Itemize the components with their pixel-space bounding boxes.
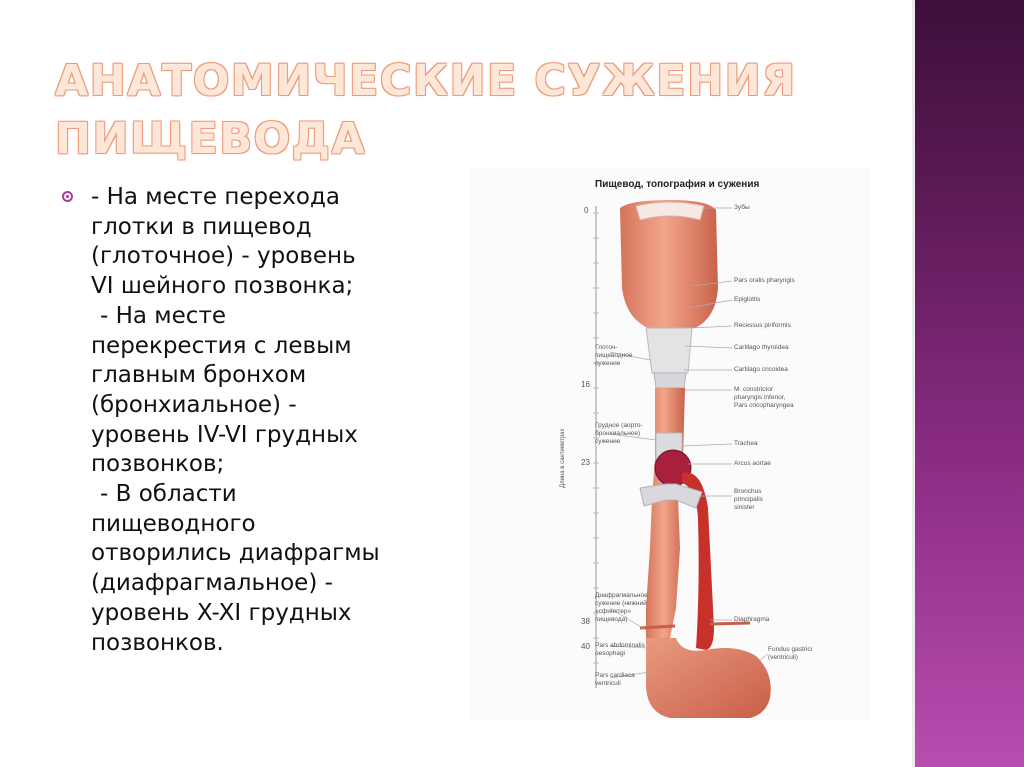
label-pars-cardiaca: Pars cardiaca: [595, 672, 635, 679]
bullet-line: позвонков;: [91, 451, 225, 478]
bullet-line: - В области: [100, 481, 237, 508]
label-trachea: Trachea: [734, 440, 758, 447]
label-thoracic-narrowing-3: сужение: [595, 438, 621, 445]
scale-number: 38: [581, 617, 590, 626]
bullet-line: главным бронхом: [91, 362, 307, 389]
label-epiglottis: Epiglottis: [734, 296, 761, 303]
label-pharyngeal-narrowing-2: пищеводное: [595, 352, 633, 359]
label-pharyngeal-narrowing-3: сужение: [595, 360, 621, 367]
stomach-shape: [646, 638, 771, 718]
scale-number: 23: [581, 458, 590, 467]
label-fundus-2: (ventriculi): [768, 654, 798, 661]
thyroid-cartilage-shape: [646, 328, 692, 373]
esophagus-figure: [470, 168, 870, 720]
bullet-line: (бронхиальное) -: [91, 391, 297, 418]
figure-title: Пищевод, топография и сужения: [595, 179, 760, 190]
bullet-line: - На месте перехода: [91, 184, 340, 210]
label-cricoid: Cartilago cricoidea: [734, 366, 788, 373]
bullet-line: - На месте: [100, 302, 227, 329]
scale-number: 40: [581, 642, 590, 651]
label-pars-cardiaca-2: ventriculi: [595, 680, 621, 687]
title-line-2: ПИЩЕВОДА: [55, 114, 367, 164]
bullet-text: [91, 183, 451, 658]
side-decor-band: [915, 0, 1024, 767]
title-line-1: АНАТОМИЧЕСКИЕ СУЖЕНИЯ: [55, 56, 797, 106]
label-teeth: Зубы: [734, 204, 750, 211]
bullet-circle-icon: [62, 191, 73, 202]
label-bronchus: Bronchus: [734, 488, 762, 495]
label-diaphragma: Diaphragma: [734, 616, 770, 623]
label-thoracic-narrowing-2: бронхиальное): [595, 430, 641, 437]
bullet-line: (глоточное) - уровень: [91, 243, 356, 270]
bullet-line: (диафрагмальное) -: [91, 570, 333, 597]
bullet-line: глотки в пищевод: [91, 213, 312, 240]
bullet-line: перекрестия с левым: [91, 332, 352, 359]
slide-title: [55, 52, 875, 168]
label-diaphragmatic-narrowing-2: сужение (нижний: [595, 600, 647, 607]
label-recessus: Recessus piriformis: [734, 322, 791, 329]
bullet-line: уровень IV-VI грудных: [91, 421, 358, 448]
label-constrictor: M. constrictor: [734, 386, 774, 393]
scale-number: 0: [584, 206, 589, 215]
label-diaphragmatic-narrowing-4: пищевода): [595, 616, 628, 623]
label-constrictor-3: Pars cricopharyngea: [734, 402, 794, 409]
label-bronchus-3: sinister: [734, 504, 755, 511]
axis-label: Длина в сантиметрах: [560, 428, 566, 488]
label-pharyngeal-narrowing: Глоточ-: [595, 344, 618, 351]
label-thoracic-narrowing: Грудное (аорто-: [595, 422, 643, 429]
scale-number: 16: [581, 380, 590, 389]
label-thyroid: Cartilago thyroidea: [734, 344, 789, 351]
label-fundus: Fundus gastrici: [768, 646, 813, 653]
bullet-line: позвонков.: [91, 629, 224, 656]
pharynx-shape: [620, 200, 718, 328]
label-diaphragmatic-narrowing-3: «сфинктер»: [595, 608, 632, 615]
label-diaphragmatic-narrowing: Диафрагмальное: [595, 592, 648, 599]
label-bronchus-2: principalis: [734, 496, 763, 503]
label-pars-oralis: Pars oralis pharyngis: [734, 277, 795, 284]
label-constrictor-2: pharyngis inferior,: [734, 394, 786, 401]
bullet-line: уровень X-XI грудных: [91, 599, 352, 626]
bullet-line: отворились диафрагмы: [91, 540, 380, 567]
cricoid-cartilage-shape: [654, 373, 686, 388]
esophagus-tube-shape: [646, 388, 685, 638]
bullet-line: VI шейного позвонка;: [91, 273, 354, 300]
label-arcus-aortae: Arcus aortae: [734, 460, 771, 467]
label-pars-abdominalis: Pars abdominalis: [595, 642, 645, 649]
label-pars-abdominalis-2: oesophagi: [595, 650, 625, 657]
bullet-line: пищеводного: [91, 510, 256, 537]
esophagus-illustration: [470, 168, 870, 720]
